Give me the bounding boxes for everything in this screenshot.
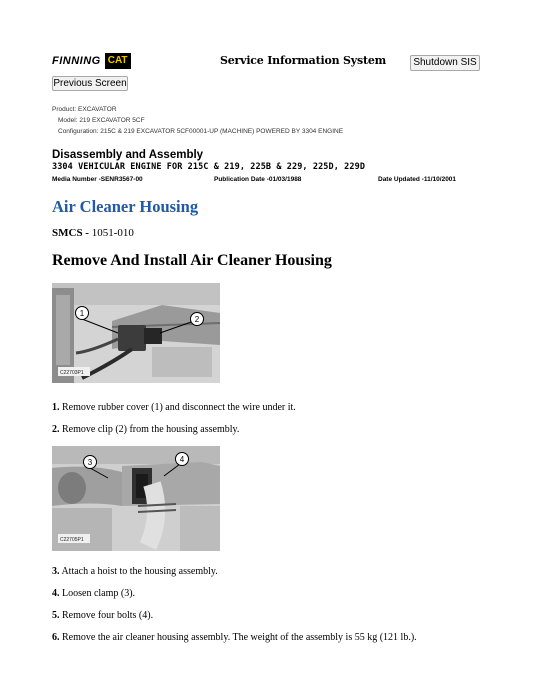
figure-1-caption: C22703P1 <box>60 370 84 376</box>
system-title: Service Information System <box>220 54 387 67</box>
step-5 <box>52 610 153 621</box>
step-3 <box>52 566 218 577</box>
media-number: Media Number -SENR3567-00 <box>52 176 143 183</box>
section-title: Disassembly and Assembly <box>52 149 204 161</box>
model-label: Model: 219 EXCAVATOR 5CF <box>58 117 145 124</box>
step-number: 1. <box>52 402 60 413</box>
product-label: Product: EXCAVATOR <box>52 106 117 113</box>
step-number: 6. <box>52 632 60 643</box>
callout-3: 3 <box>87 458 93 467</box>
step-number: 3. <box>52 566 60 577</box>
step-text: Remove four bolts (4). <box>59 610 154 621</box>
step-text: Remove the air cleaner housing assembly. The weight of the assembly is 55 kg (121 lb.). <box>59 632 417 643</box>
step-6 <box>52 632 417 643</box>
step-text: Loosen clamp (3). <box>59 588 136 599</box>
step-2 <box>52 424 239 435</box>
smcs-value: 1051-010 <box>91 227 134 239</box>
date-updated: Date Updated -11/10/2001 <box>378 176 457 183</box>
cat-logo-mark: CAT <box>105 53 131 69</box>
finning-cat-logo <box>52 50 131 72</box>
figure-1-image <box>52 283 220 383</box>
step-text: Remove rubber cover (1) and disconnect the wire under it. <box>59 402 296 413</box>
callout-2: 2 <box>194 315 200 324</box>
document-title: Air Cleaner Housing <box>52 197 199 216</box>
section-subtitle: 3304 VEHICULAR ENGINE FOR 215C & 219, 225B & 229, 225D, 229D <box>52 162 366 172</box>
shutdown-sis-button[interactable]: Shutdown SIS <box>410 55 480 71</box>
figure-2-image <box>52 446 220 551</box>
smcs-label: SMCS - <box>52 227 92 239</box>
logo-text: FINNING <box>52 55 101 67</box>
figure-2-photo <box>52 446 220 551</box>
configuration-label: Configuration: 215C & 219 EXCAVATOR 5CF00001-UP (MACHINE) POWERED BY 3304 ENGINE <box>58 128 344 135</box>
smcs-code <box>52 227 134 239</box>
figure-1-photo <box>52 283 220 383</box>
step-number: 5. <box>52 610 60 621</box>
step-text: Remove clip (2) from the housing assembly. <box>59 424 240 435</box>
callout-1: 1 <box>79 309 85 318</box>
previous-screen-button[interactable]: Previous Screen <box>53 78 127 89</box>
callout-4: 4 <box>179 455 185 464</box>
step-number: 4. <box>52 588 60 599</box>
publication-date: Publication Date -01/03/1988 <box>214 176 302 183</box>
step-4 <box>52 588 135 599</box>
step-text: Attach a hoist to the housing assembly. <box>59 566 218 577</box>
step-number: 2. <box>52 424 60 435</box>
figure-2-caption: C22705P1 <box>60 537 84 543</box>
procedure-heading: Remove And Install Air Cleaner Housing <box>52 252 332 269</box>
step-1 <box>52 402 296 413</box>
